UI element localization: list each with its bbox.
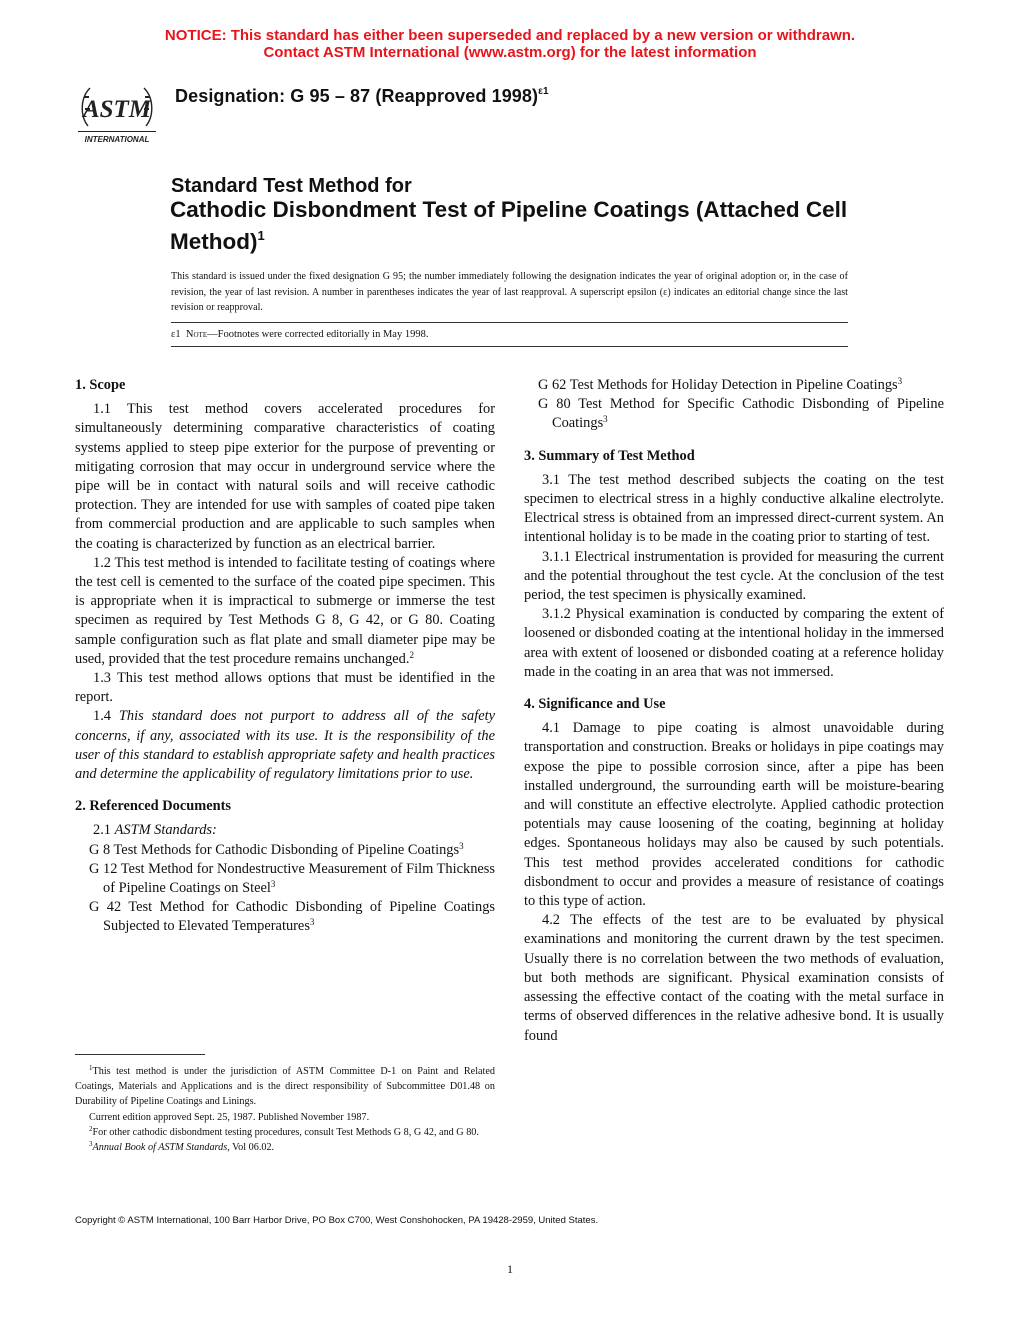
para-2-1-text: ASTM Standards: xyxy=(114,822,217,839)
footnotes xyxy=(75,1064,495,1155)
para-3-1-2: 3.1.2 Physical examination is conducted by comparing the extent of loosened or disbonded coating at the intentional holiday in the immersed area with extent of loosened or disbonded coating at a reference holiday made in the coating in an area that was not immersed. xyxy=(524,606,944,680)
astm-logo xyxy=(76,76,158,146)
logo-wordmark: ASTM xyxy=(82,96,152,123)
para-3-1: 3.1 The test method described subjects the coating on the test specimen to electrical stress in a highly conductive alkaline electrolyte. Electrical stress is obtained from an impressed direct-current system. An intentional holiday is to be made in the coating prior to starting of test. xyxy=(524,471,944,546)
para-3-1-1: 3.1.1 Electrical instrumentation is provided for measuring the current and the potential throughout the test cycle. At the conclusion of the test period, the test specimen is physically examined. xyxy=(524,548,944,604)
page-title xyxy=(170,197,870,255)
reference-text: G 42 Test Method for Cathodic Disbonding of Pipeline Coatings Subjected to Elevated Temperatures xyxy=(89,899,495,935)
footnote-3-text: Annual Book of ASTM Standards xyxy=(92,1142,228,1154)
para-4-2: 4.2 The effects of the test are to be evaluated by physical examinations and monitoring the current drawn by the test specimen. Usually there is no correlation between the two methods of evaluation, but both methods are significant. Physical examination consists of assessing the effective contact of the coating with the metal surface in terms of observed differences in the relative adhesive bond. It is usually found xyxy=(524,912,944,1044)
para-4-1: 4.1 Damage to pipe coating is almost unavoidable during transportation and construction. Breaks or holidays in pipe coatings may expose the pipe to possible corrosion since, after a pipe has been installed underground, the surrounding earth will be moisture-bearing and will constitute an effective electrolyte. Applied cathodic protection potentials may cause loosening of the coating, beginning at holiday edges. Spontaneous holidays may also be caused by such potentials. This test method provides accelerated conditions for cathodic disbondment to occur and provides a measure of resistance of coatings to this type of action. xyxy=(524,720,944,910)
para-1-4-text: This standard does not purport to address all of the safety concerns, if any, associated with its use. It is the responsibility of the user of this standard to establish appropriate safety and health practices and determine the applicability of regulatory limitations prior to use. xyxy=(75,708,495,783)
reference-item xyxy=(75,860,495,898)
section-heading-summary: 3. Summary of Test Method xyxy=(524,447,695,464)
reference-text: G 12 Test Method for Nondestructive Measurement of Film Thickness of Pipeline Coatings on Steel xyxy=(89,860,495,897)
footnote-3-mark: 3 xyxy=(89,1140,93,1149)
notice-line-2: Contact ASTM International (www.astm.org) for the latest information xyxy=(263,44,757,61)
title-pre: Standard Test Method for xyxy=(171,175,412,197)
footnote-2-mark: 2 xyxy=(89,1124,93,1133)
right-column xyxy=(524,376,944,1046)
designation-text: Designation: G 95 – 87 (Reapproved 1998) xyxy=(175,86,539,106)
notice-line-1: NOTICE: This standard has either been superseded and replaced by a new version or withdrawn. xyxy=(164,27,856,44)
para-2-1 xyxy=(75,821,495,840)
footnote-1 xyxy=(75,1064,495,1110)
left-column xyxy=(75,376,495,937)
footnote-2-text: For other cathodic disbondment testing procedures, consult Test Methods G 8, G 42, and G 80. xyxy=(92,1126,479,1138)
para-1-3: 1.3 This test method allows options that must be identified in the report. xyxy=(75,670,495,706)
footnote-2 xyxy=(75,1125,495,1140)
footnote-1-mark: 1 xyxy=(89,1064,93,1072)
title-text: Cathodic Disbondment Test of Pipeline Coatings (Attached Cell Method) xyxy=(170,197,848,254)
footnote-ref: 3 xyxy=(603,414,608,425)
reference-item xyxy=(524,395,944,433)
issuance-statement: This standard is issued under the fixed designation G 95; the number immediately following the designation indicates the year of original adoption or, in the case of revision, the year of last revision. A number in parentheses indicates the year of last reapproval. A superscript epsilon (ε) indicates an editorial change since the last revision or reapproval. xyxy=(171,271,848,314)
para-1-4 xyxy=(75,707,495,784)
footnote-ref: 3 xyxy=(270,879,276,890)
para-1-4-num: 1.4 xyxy=(93,708,119,725)
divider-bottom xyxy=(171,346,848,347)
para-1-1: 1.1 This test method covers accelerated procedures for simultaneously determining comparative characteristics of coating systems applied to steep pipe exterior for the purpose of preventing or mitigating corrosion that may occur in underground service where the pipe will be in contact with natural soils and will receive cathodic protection. They are intended for use with samples of coated pipe taken from commercial production and are applicable to such samples when the coating is characterized by function as an electrical barrier. xyxy=(75,401,495,552)
para-1-2 xyxy=(75,554,495,669)
section-heading-significance: 4. Significance and Use xyxy=(524,696,666,713)
divider-top xyxy=(171,322,848,323)
reference-text: G 80 Test Method for Specific Cathodic Disbonding of Pipeline Coatings xyxy=(538,396,944,432)
section-heading-scope: 1. Scope xyxy=(75,377,126,393)
footnote-3 xyxy=(75,1140,495,1155)
designation xyxy=(175,86,549,107)
para-1-2-text: 1.2 This test method is intended to facilitate testing of coatings where the test cell is cemented to the surface of the coated pipe specimen. This is appropriate when it is impractical to submerge or immerse the test specimen as required by Test Methods G 8, G 42, or G 80. Coating sample configuration such as flat plate and small diameter pipe may be used, provided that the test procedure remains unchanged. xyxy=(75,554,495,667)
reference-item xyxy=(524,376,944,395)
title-sup: 1 xyxy=(257,228,265,243)
reference-text: G 8 Test Methods for Cathodic Disbonding of Pipeline Coatings xyxy=(89,841,460,858)
epsilon-note xyxy=(171,329,428,340)
para-2-1-num: 2.1 xyxy=(93,822,115,839)
footnote-1-text: This test method is under the jurisdiction of ASTM Committee D-1 on Paint and Related Coatings, Materials and Applications and is the direct responsibility of Subcommittee D01.48 on Durability of Pipeline Coatings and Linings. xyxy=(75,1066,495,1108)
note-label: Note xyxy=(185,329,208,340)
epsilon-mark: ε1 xyxy=(171,329,181,340)
reference-item xyxy=(75,898,495,936)
footnote-divider xyxy=(75,1054,205,1055)
logo-subtext: INTERNATIONAL xyxy=(84,135,150,144)
footnote-ref: 3 xyxy=(459,840,464,851)
reference-text: G 62 Test Methods for Holiday Detection in Pipeline Coatings xyxy=(538,377,898,393)
note-text: —Footnotes were corrected editorially in May 1998. xyxy=(207,329,429,340)
designation-sup: ε1 xyxy=(538,86,549,97)
footnote-ref: 2 xyxy=(409,649,414,660)
footnote-3-tail: , Vol 06.02. xyxy=(227,1142,275,1154)
page-number: 1 xyxy=(507,1262,513,1276)
copyright: Copyright © ASTM International, 100 Barr Harbor Drive, PO Box C700, West Conshohocken, PA 19428-2959, United States. xyxy=(75,1215,599,1226)
footnote-ref: 3 xyxy=(897,376,903,386)
footnote-1b: Current edition approved Sept. 25, 1987. Published November 1987. xyxy=(89,1111,370,1123)
reference-item xyxy=(75,841,495,860)
superseded-notice xyxy=(0,27,1020,61)
section-heading-referenced: 2. Referenced Documents xyxy=(75,798,231,815)
footnote-ref: 3 xyxy=(309,917,315,928)
